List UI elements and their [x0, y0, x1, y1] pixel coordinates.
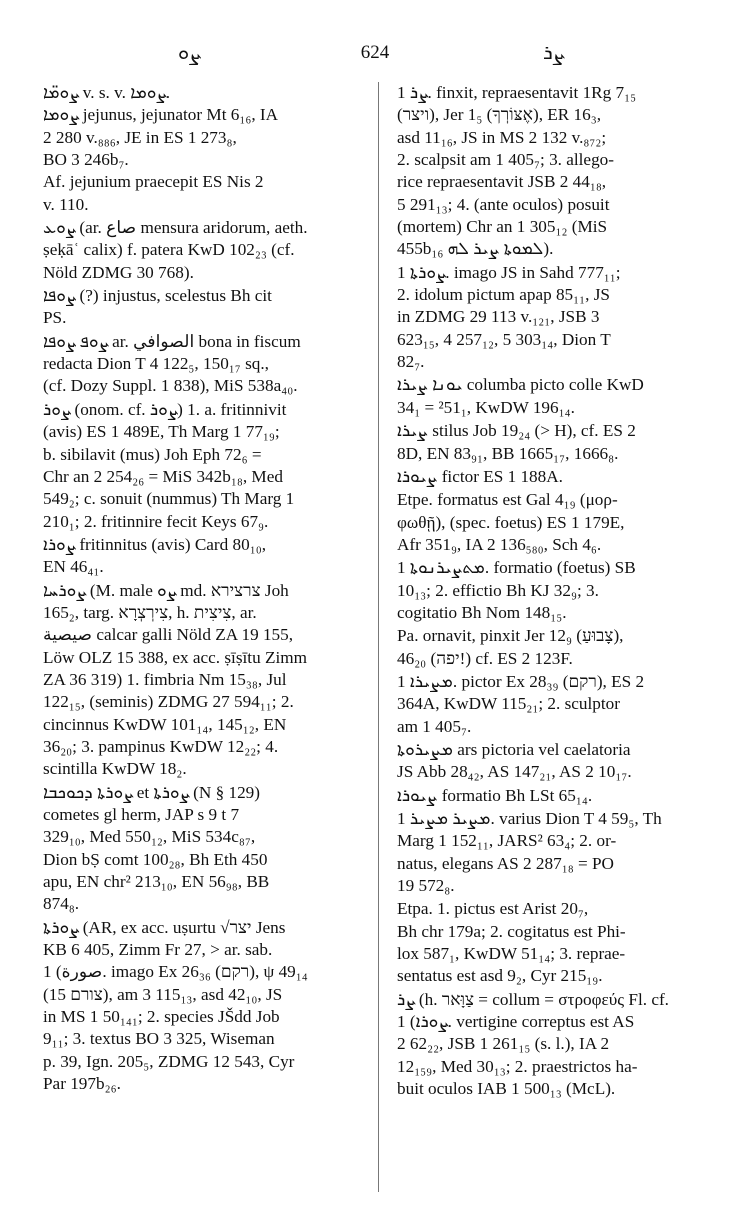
- entry-line: Bh chr 179a; 2. cogitatus est Phi-: [397, 921, 626, 941]
- entry-line: ܨܝܪܐ stilus Job 19₂₄ (> H), cf. ES 2: [397, 421, 636, 441]
- entry-line: lox 587₁, KwDW 51₁₄; 3. reprae-: [397, 944, 626, 964]
- dictionary-entry: [43, 534, 368, 579]
- entry-line: ṣeḳāʿ calix) f. patera KwD 102₂₃ (cf.: [43, 240, 295, 260]
- entry-line: ZA 36 319) 1. fimbria Nm 15₃₈, Jul: [43, 669, 287, 689]
- dictionary-entry: [397, 808, 722, 897]
- entry-line: Löw OLZ 15 388, ex acc. ṣīṣītu Zimm: [43, 647, 307, 667]
- entry-line: صيصية calcar galli Nöld ZA 19 155,: [43, 625, 294, 645]
- entry-line: 82₇.: [397, 352, 425, 372]
- entry-line: Dion bṢ comt 100₂₈, Bh Eth 450: [43, 849, 268, 869]
- dictionary-entry: [397, 625, 722, 670]
- entry-line: asd 11₁₆, JS in MS 2 132 v.₈₇₂;: [397, 127, 607, 147]
- entry-line: sentatus est asd 9₂, Cyr 215₁₉.: [397, 966, 603, 986]
- entry-line: 165₂, targ. צִירְצְרָא, h. צִיצִית, ar.: [43, 602, 257, 622]
- entry-line: ܡܨܝܪܘܬܐ ars pictoria vel caelatoria: [397, 739, 631, 759]
- entry-line: 623₁₅, 4 257₁₂, 5 303₁₄, Dion T: [397, 329, 611, 349]
- entry-line: cogitatio Bh Nom 148₁₅.: [397, 602, 567, 622]
- entry-line: 46₂₀ (יפה!) cf. ES 2 123F.: [397, 648, 573, 668]
- entry-line: Marg 1 152₁₁, JARS² 63₄; 2. or-: [397, 831, 617, 851]
- entry-line: cometes gl herm, JAP s 9 t 7: [43, 805, 240, 824]
- entry-line: ܡܬܨܝܪܢܘܬܐ 1. formatio (foetus) SB: [397, 558, 636, 578]
- dictionary-entry: [43, 217, 368, 284]
- entry-line: in ZDMG 29 113 v.₁₂₁, JSB 3: [397, 307, 600, 327]
- entry-line: ܡܨܝܪ ܡܨܝܪ 1. varius Dion T 4 59₅, Th: [397, 809, 662, 828]
- page-header: [0, 40, 750, 70]
- dictionary-entry: [397, 420, 722, 465]
- dictionary-entry: [43, 399, 368, 533]
- entry-line: ܨܘܪܐ) 1. vertigine correptus est AS: [397, 1012, 635, 1032]
- entry-line: Af. jejunium praecepit ES Nis 2: [43, 172, 264, 192]
- entry-line: ܨܘܦ ܨܘܦܐ ar. الصوافي bona in fiscum: [43, 331, 301, 351]
- entry-line: apu, EN chr² 213₁₀, EN 56₉₈, BB: [43, 872, 270, 892]
- page-number: 624: [360, 42, 390, 63]
- entry-line: ܨܪ (h. צַוָּאר = collum = στροφεύς Fl. cf.: [397, 989, 669, 1009]
- entry-line: 2. scalpsit am 1 405₇; 3. allego-: [397, 150, 614, 170]
- entry-line: 19 572₈.: [397, 876, 455, 896]
- entry-line: Chr an 2 254₂₆ = MiS 342b₁₈, Med: [43, 466, 283, 486]
- entry-line: ܨܘܪܬܐ ܕܟܘܟܒܐ et ܨܘܪܬܐ (N § 129): [43, 782, 261, 802]
- entry-line: 2 280 v.₈₈₆, JE in ES 1 273₈,: [43, 127, 237, 147]
- left-column: [43, 82, 368, 1096]
- dictionary-entry: [397, 466, 722, 488]
- entry-line: ܨܪ 1. finxit, repraesentavit 1Rg 7₁₅: [397, 83, 637, 102]
- entry-line: cincinnus KwDW 101₁₄, 145₁₂, EN: [43, 714, 287, 734]
- entry-line: scintilla KwDW 18₂.: [43, 759, 187, 779]
- entry-line: in MS 1 50₁₄₁; 2. species JŠdd Job: [43, 1007, 280, 1027]
- entry-line: p. 39, Ign. 205₅, ZDMG 12 543, Cyr: [43, 1051, 295, 1071]
- entry-line: 34₁ = ²51₁, KwDW 196₁₄.: [397, 397, 575, 417]
- entry-line: ܨܘܪܬܐ (AR, ex acc. uṣurtu √יצר Jens: [43, 917, 286, 937]
- entry-line: 364A, KwDW 115₂₁; 2. sculptor: [397, 694, 620, 714]
- entry-line: Nöld ZDMG 30 768).: [43, 262, 194, 282]
- entry-line: ܨܘܪܬܐ 1. imago JS in Sahd 777₁₁;: [397, 262, 621, 282]
- entry-line: (15 צורם), am 3 115₁₃, asd 42₁₀, JS: [43, 984, 283, 1004]
- dictionary-entry: [397, 671, 722, 738]
- entry-line: am 1 405₇.: [397, 716, 472, 736]
- entry-line: 2. idolum pictum apap 85₁₁, JS: [397, 285, 610, 305]
- entry-line: JS Abb 28₄₂, AS 147₂₁, AS 2 10₁₇.: [397, 762, 632, 782]
- dictionary-entry: [397, 898, 722, 987]
- entry-line: ܨܘܦܐ (?) injustus, scelestus Bh cit: [43, 286, 272, 306]
- entry-line: 2 62₂₂, JSB 1 261₁₅ (s. l.), IA 2: [397, 1034, 610, 1054]
- dictionary-entry: [43, 917, 368, 1096]
- entry-line: ܡܨܝܪܐ 1. pictor Ex 28₃₉ (רקם), ES 2: [397, 671, 645, 691]
- entry-line: buit oculos IAB 1 500₁₃ (McL).: [397, 1079, 616, 1099]
- entry-line: ܨܘܡܐ jejunus, jejunator Mt 6₁₆, IA: [43, 105, 279, 125]
- entry-line: rice repraesentavit JSB 2 44₁₈,: [397, 172, 607, 192]
- entry-line: 210₁; 2. fritinnire fecit Keys 67₉.: [43, 511, 269, 531]
- entry-line: Etpa. 1. pictus est Arist 20₇,: [397, 899, 589, 919]
- dictionary-entry: [397, 82, 722, 261]
- entry-line: Par 197b₂₆.: [43, 1074, 121, 1094]
- header-right-catchword: ܨܪ: [543, 40, 564, 64]
- dictionary-entry: [397, 989, 722, 1101]
- entry-line: 9₁₁; 3. textus BO 3 325, Wiseman: [43, 1029, 275, 1049]
- entry-line: 12₁₅₉, Med 30₁₃; 2. praestrictos ha-: [397, 1056, 638, 1076]
- right-column: [397, 82, 722, 1101]
- dictionary-entry: [43, 580, 368, 781]
- entry-line: redacta Dion T 4 122₅, 150₁₇ sq.,: [43, 354, 269, 374]
- dictionary-entry: [43, 285, 368, 330]
- entry-line: BO 3 246b₇.: [43, 150, 129, 170]
- entry-line: 10₁₃; 2. effictio Bh KJ 32₉; 3.: [397, 580, 599, 600]
- entry-line: b. sibilavit (mus) Joh Eph 72₆ =: [43, 444, 262, 464]
- entry-line: 329₁₀, Med 550₁₂, MiS 534c₈₇,: [43, 827, 256, 847]
- entry-line: (ויצר), Jer 1₅ (אֶצּוֹרְךָ), ER 16₃,: [397, 105, 602, 125]
- column-divider: [378, 82, 379, 1192]
- entry-line: 455b₁₆ ܠܡܘܬܐ ܨܝܪ ܠܗ).: [397, 239, 554, 259]
- entry-line: ܨܝܘܪܐ formatio Bh LSt 65₁₄.: [397, 785, 593, 805]
- entry-line: PS.: [43, 308, 67, 328]
- entry-line: ܨܘܥ (ar. صاع mensura aridorum, aeth.: [43, 218, 308, 238]
- dictionary-entry: [397, 262, 722, 374]
- entry-line: φωθῇ), (spec. foetus) ES 1 179E,: [397, 512, 625, 532]
- entry-line: Pa. ornavit, pinxit Jer 12₉ (צָבוּעַ),: [397, 626, 624, 646]
- entry-line: ܨܘܪܚܐ (M. male ܨܘ md. צרצירא Joh: [43, 580, 289, 600]
- entry-line: Afr 351₉, IA 2 136₅₈₀, Sch 4₆.: [397, 534, 602, 554]
- entry-line: ܨܘܡ̈ܐ v. s. v. ܨܘܡܐ.: [43, 83, 170, 102]
- entry-line: 874₈.: [43, 894, 80, 914]
- entry-line: صورة) 1. imago Ex 26₃₆ (רקם), ψ 49₁₄: [43, 962, 308, 982]
- entry-line: 8D, EN 83₉₁, BB 1665₁₇, 1666₈.: [397, 443, 619, 463]
- dictionary-entry: [43, 782, 368, 916]
- entry-line: ܨܘܪ (onom. cf. ܨܘܪ) 1. a. fritinnivit: [43, 399, 287, 419]
- entry-line: (cf. Dozy Suppl. 1 838), MiS 538a₄₀.: [43, 376, 298, 396]
- entry-line: (avis) ES 1 489E, Th Marg 1 77₁₉;: [43, 422, 280, 442]
- dictionary-entry: [397, 489, 722, 556]
- entry-line: 5 291₁₃; 4. (ante oculos) posuit: [397, 194, 610, 214]
- dictionary-entry: [43, 331, 368, 398]
- entry-line: Etpe. formatus est Gal 4₁₉ (μορ-: [397, 490, 618, 510]
- entry-line: v. 110.: [43, 194, 89, 214]
- entry-line: KB 6 405, Zimm Fr 27, > ar. sab.: [43, 940, 273, 960]
- entry-line: 122₁₅, (seminis) ZDMG 27 594₁₁; 2.: [43, 692, 294, 712]
- entry-line: 549₂; c. sonuit (nummus) Th Marg 1: [43, 489, 295, 509]
- entry-line: ܨܘܪܐ fritinnitus (avis) Card 80₁₀,: [43, 534, 267, 554]
- entry-line: ܝܘܢܐ ܨܝܪܐ columba picto colle KwD: [397, 375, 644, 395]
- header-left-catchword: ܨܘ: [178, 40, 200, 64]
- entry-line: (mortem) Chr an 1 305₁₂ (MiS: [397, 217, 608, 237]
- entry-line: natus, elegans AS 2 287₁₈ = PO: [397, 853, 614, 873]
- dictionary-entry: [43, 82, 368, 216]
- entry-line: ܨܝܘܪܐ fictor ES 1 188A.: [397, 466, 563, 486]
- dictionary-entry: [397, 557, 722, 624]
- dictionary-entry: [397, 374, 722, 419]
- dictionary-entry: [397, 785, 722, 807]
- entry-line: EN 46₄₁.: [43, 557, 104, 577]
- dictionary-entry: [397, 739, 722, 784]
- entry-line: 36₂₀; 3. pampinus KwDW 12₂₂; 4.: [43, 736, 279, 756]
